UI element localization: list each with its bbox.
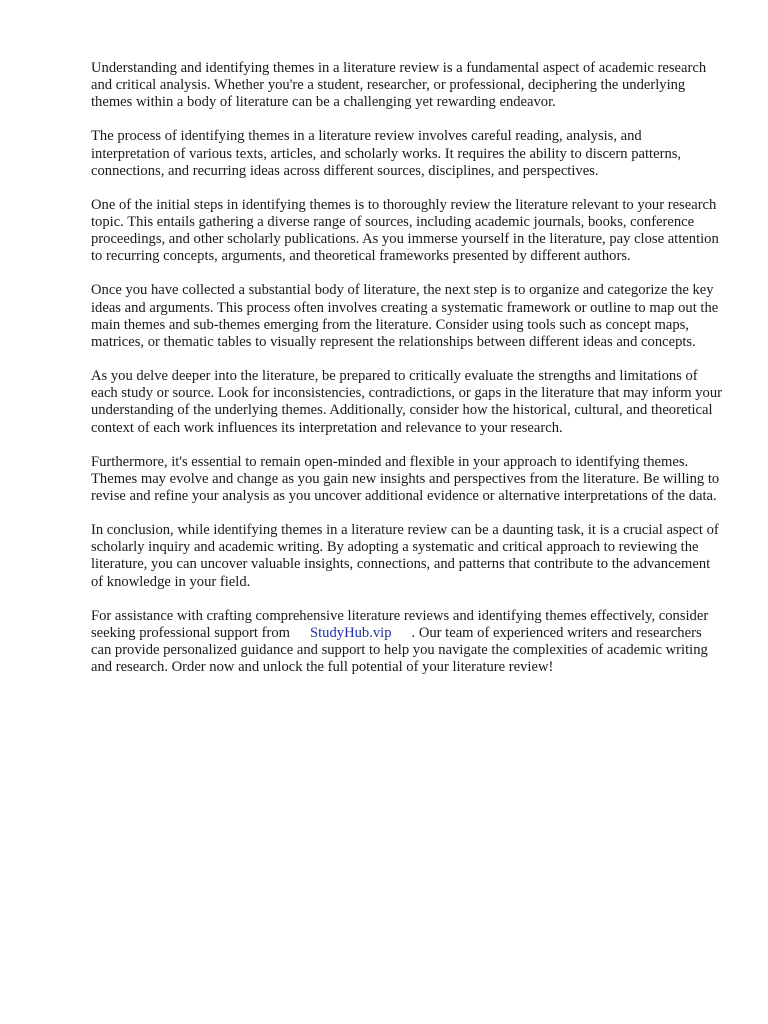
studyhub-link[interactable]: StudyHub.vip [310, 624, 392, 641]
paragraph-5: As you delve deeper into the literature, be prepared to critically evaluate the strengths and limitations of each study or source. Look for inconsistencies, contradictions, or gaps in the literature that may inform your understanding of the underlying themes. Additionally, consider how the historical, cultural, and theoretical context of each work influences its interpretation and relevance to your research. [91, 368, 723, 436]
paragraph-1: Understanding and identifying themes in a literature review is a fundamental aspect of academic research and critical analysis. Whether you're a student, researcher, or professional, deciphering the underlying themes within a body of literature can be a challenging yet rewarding endeavor. [91, 60, 707, 111]
paragraph-3: One of the initial steps in identifying themes is to thoroughly review the literature relevant to your research topic. This entails gathering a diverse range of sources, including academic journals, books, conference proceedings, and other scholarly publications. As you immerse yourself in the literature, pay close attention to recurring concepts, arguments, and theoretical frameworks presented by different authors. [91, 196, 719, 265]
paragraph-4: Once you have collected a substantial body of literature, the next step is to organize and categorize the key ideas and arguments. This process often involves creating a systematic framework or outline to map out the main themes and sub-themes emerging from the literature. Consider using tools such as concept maps, matrices, or thematic tables to visually represent the relationships between different ideas and concepts. [91, 282, 719, 351]
paragraph-6: Furthermore, it's essential to remain open-minded and flexible in your approach to identifying themes. Themes may evolve and change as you gain new insights and perspectives from the literature. Be willing to revise and refine your analysis as you uncover additional evidence or alternative interpretations of the data. [91, 453, 720, 505]
paragraph-8-lead-text: For assistance with crafting comprehensive literature reviews and identifying themes effectively, consider seeking professional support from [91, 607, 709, 641]
paragraph-2: The process of identifying themes in a literature review involves careful reading, analysis, and interpretation of various texts, articles, and scholarly works. It requires the ability to discern patterns, connections, and recurring ideas across different sources, disciplines, and perspectives. [91, 128, 682, 179]
paragraph-8-trail-text: . Our team of experienced writers and researchers can provide personalized guidance and support to help you navigate the complexities of academic writing and research. Order now and unlock the full potential of your literature review! [91, 624, 708, 676]
paragraph-8 [91, 608, 723, 677]
paragraph-7: In conclusion, while identifying themes in a literature review can be a daunting task, it is a crucial aspect of scholarly inquiry and academic writing. By adopting a systematic and critical approach to reviewing the literature, you can uncover valuable insights, connections, and patterns that contribute to the advancement of knowledge in your field. [91, 522, 719, 590]
document-body [91, 60, 723, 693]
